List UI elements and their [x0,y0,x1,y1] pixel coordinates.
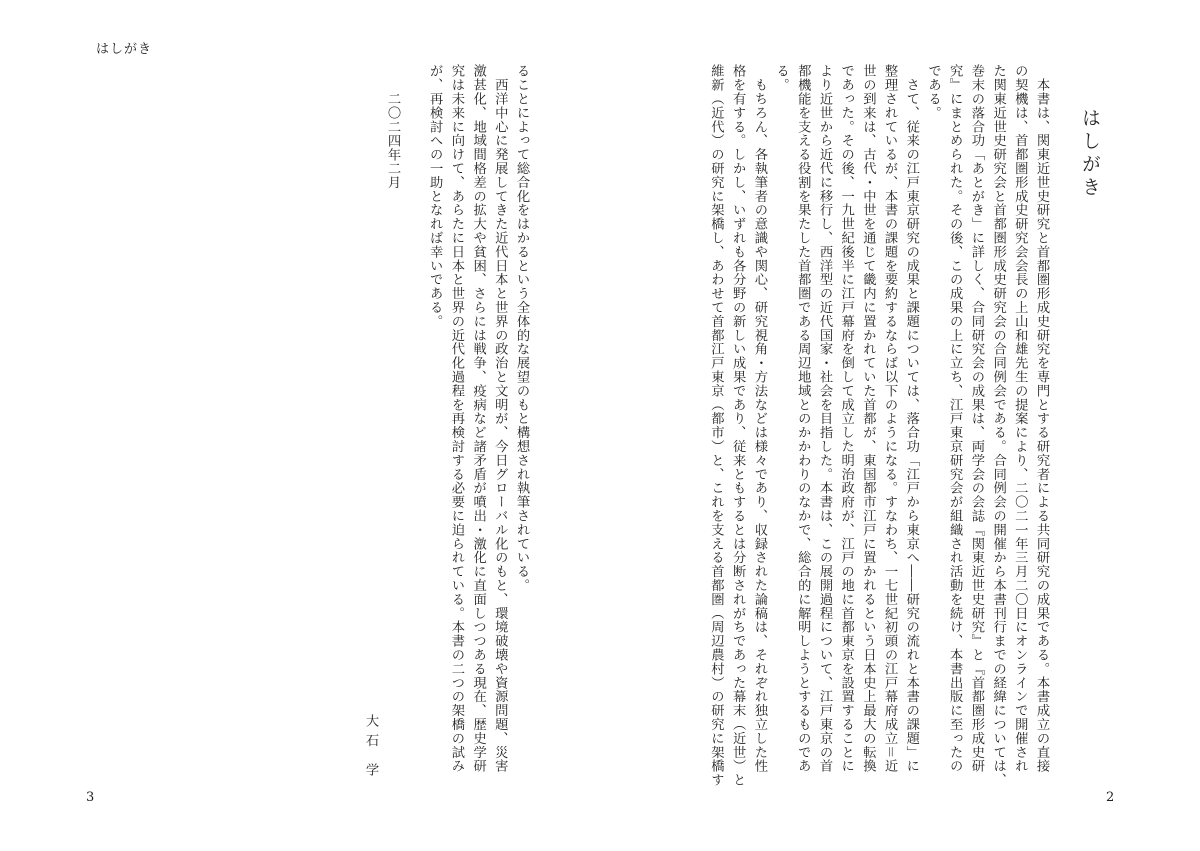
text-column: さて、従来の江戸東京研究の成果と課題については、落合功「江戸から東京へ――研究の流れと本書の課題」に [903,64,919,773]
page-number-right: 2 [1106,790,1115,805]
page-number-left: 3 [86,790,95,805]
text-column: 巻末の落合功「あとがき」に詳しく、合同研究会の成果は、両学会の会誌『関東近世史研究』と『首都圏形成史研 [968,64,984,773]
text-column: 西洋中心に発展してきた近代日本と世界の政治と文明が、今日グローバル化のもと、環境破壊や資源問題、災害 [492,64,508,773]
text-column: た関東近世史研究会と首都圏形成史研究会の合同例会である。合同例会の開催から本書刊行までの経緯については、 [990,64,1006,787]
right-page-body [672,64,1052,787]
text-column: 維新（近代）の研究に架橋し、あわせて首都江戸東京（都市）と、これを支える首都圏（周辺農村）の研究に架橋す [708,64,724,787]
text-column: 整理されているが、本書の課題を要約するならば以下のようになる。すなわち、一七世紀初頭の江戸幕府成立＝近 [882,64,898,773]
text-column: 究』にまとめられた。その後、この成果の上に立ち、江戸東京研究会が組織され活動を続け、本書出版に至ったの [947,64,963,773]
author-signature: 大石 学 [363,714,378,783]
text-column: であった。その後、一九世紀後半に江戸幕府を倒して成立した明治政府が、江戸の地に首都東京を設置することに [838,64,854,773]
text-column: もちろん、各執筆者の意識や関心、研究視角・方法などは様々であり、収録された論稿は、それぞれ独立した性 [751,64,767,773]
date-line: 二〇二四年二月 [385,92,400,190]
chapter-title: はしがき [1079,108,1101,200]
text-column: より近世から近代に移行し、西洋型の近代国家・社会を目指した。本書は、この展開過程について、江戸東京の首 [816,64,832,773]
running-head: はしがき [96,42,153,57]
text-column: 世の到来は、古代・中世を通じて畿内に置かれていた首都が、東国都市江戸に置かれるという日本史上最大の転換 [860,64,876,773]
text-column: が、再検討への一助となれば幸いである。 [427,64,443,329]
left-page-body [402,64,532,774]
text-column: 激甚化、地域間格差の拡大や貧困、さらには戦争、疫病など諸矛盾が噴出・激化に直面しつつある現在、歴史学研 [470,64,486,773]
text-column: ることによって総合化をはかるという全体的な展望のもと構想され執筆されている。 [514,64,529,593]
text-column: 究は未来に向けて、あらたに日本と世界の近代化過程を再検討する必要に迫られている。本書の二つの架橋の試み [448,64,464,773]
text-column: る。 [773,64,789,92]
text-column: 都機能を支える役割を果たした首都圏である周辺地域とのかかわりのなかで、総合的に解明しようとするものであ [795,64,811,773]
text-column: である。 [925,64,941,120]
text-column: 本書は、関東近世史研究と首都圏形成史研究を専門とする研究者による共同研究の成果である。本書成立の直接 [1034,64,1049,773]
text-column: の契機は、首都圏形成史研究会会長の上山和雄先生の提案により、二〇二一年三月二〇日にオンラインで開催され [1012,64,1028,773]
text-column: 格を有する。しかし、いずれも各分野の新しい成果であり、従来ともするとは分断されがちであった幕末（近世）と [730,64,746,787]
